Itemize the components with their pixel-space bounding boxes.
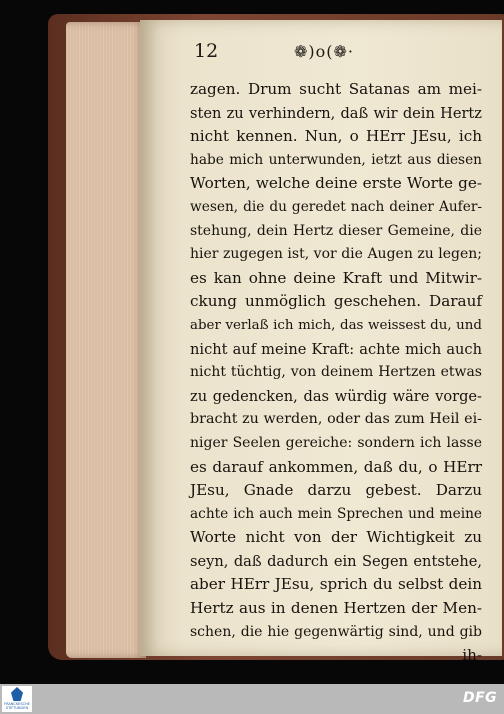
text-line: nicht tüchtig, von deinem Hertzen etwas [190,364,482,381]
text-line: wesen, die du geredet nach deiner Aufer- [190,198,482,215]
text-line: zu gedencken, das würdig wäre vorge- [190,387,482,405]
text-line: Worte nicht von der Wichtigkeit zu [190,528,482,547]
text-line: bracht zu werden, oder das zum Heil ei- [190,411,482,428]
text-line: stehung, dein Hertz dieser Gemeine, die [190,222,482,239]
page-number: 12 [194,40,219,62]
text-line: nicht auf meine Kraft: achte mich auch [190,340,482,358]
library-logo-text: FRANCKESCHE STIFTUNGEN [4,702,30,710]
footer-bar [0,684,504,714]
text-line: zagen. Drum sucht Satanas am mei- [190,80,482,98]
library-logo-icon [11,687,23,701]
text-line: hier zugegen ist, vor die Augen zu legen; [190,246,482,263]
text-line: schen, die hie gegenwärtig sind, und gib [190,623,482,640]
dfg-logo[interactable]: DFG [463,690,498,706]
text-line: nicht kennen. Nun, o HErr JEsu, ich [190,127,482,146]
text-line: seyn, daß dadurch ein Segen entstehe, [190,552,482,570]
text-line: aber verlaß ich mich, das weissest du, und [190,317,482,333]
text-line: es kan ohne deine Kraft und Mitwir- [190,268,482,287]
text-line: JEsu, Gnade darzu gebest. Darzu [190,481,482,500]
header-ornament: ❁)o(❁· [294,42,355,61]
text-line: niger Seelen gereiche: sondern ich lasse [190,434,482,451]
text-line: achte ich auch mein Sprechen und meine [190,505,482,522]
text-line: es darauf ankommen, daß du, o HErr [190,457,482,476]
catchword: ih- [462,646,482,665]
text-line: aber HErr JEsu, sprich du selbst dein [190,575,482,594]
page-edges [66,22,146,658]
page-text [190,78,482,668]
text-line: habe mich unterwunden, ietzt aus diesen [190,151,482,168]
text-line: ckung unmöglich geschehen. Darauf [190,292,482,311]
text-line: Hertz aus in denen Hertzen der Men- [190,599,482,618]
library-logo[interactable] [2,686,32,712]
text-line: sten zu verhindern, daß wir dein Hertz [190,104,482,122]
text-line: Worten, welche deine erste Worte ge- [190,174,482,193]
